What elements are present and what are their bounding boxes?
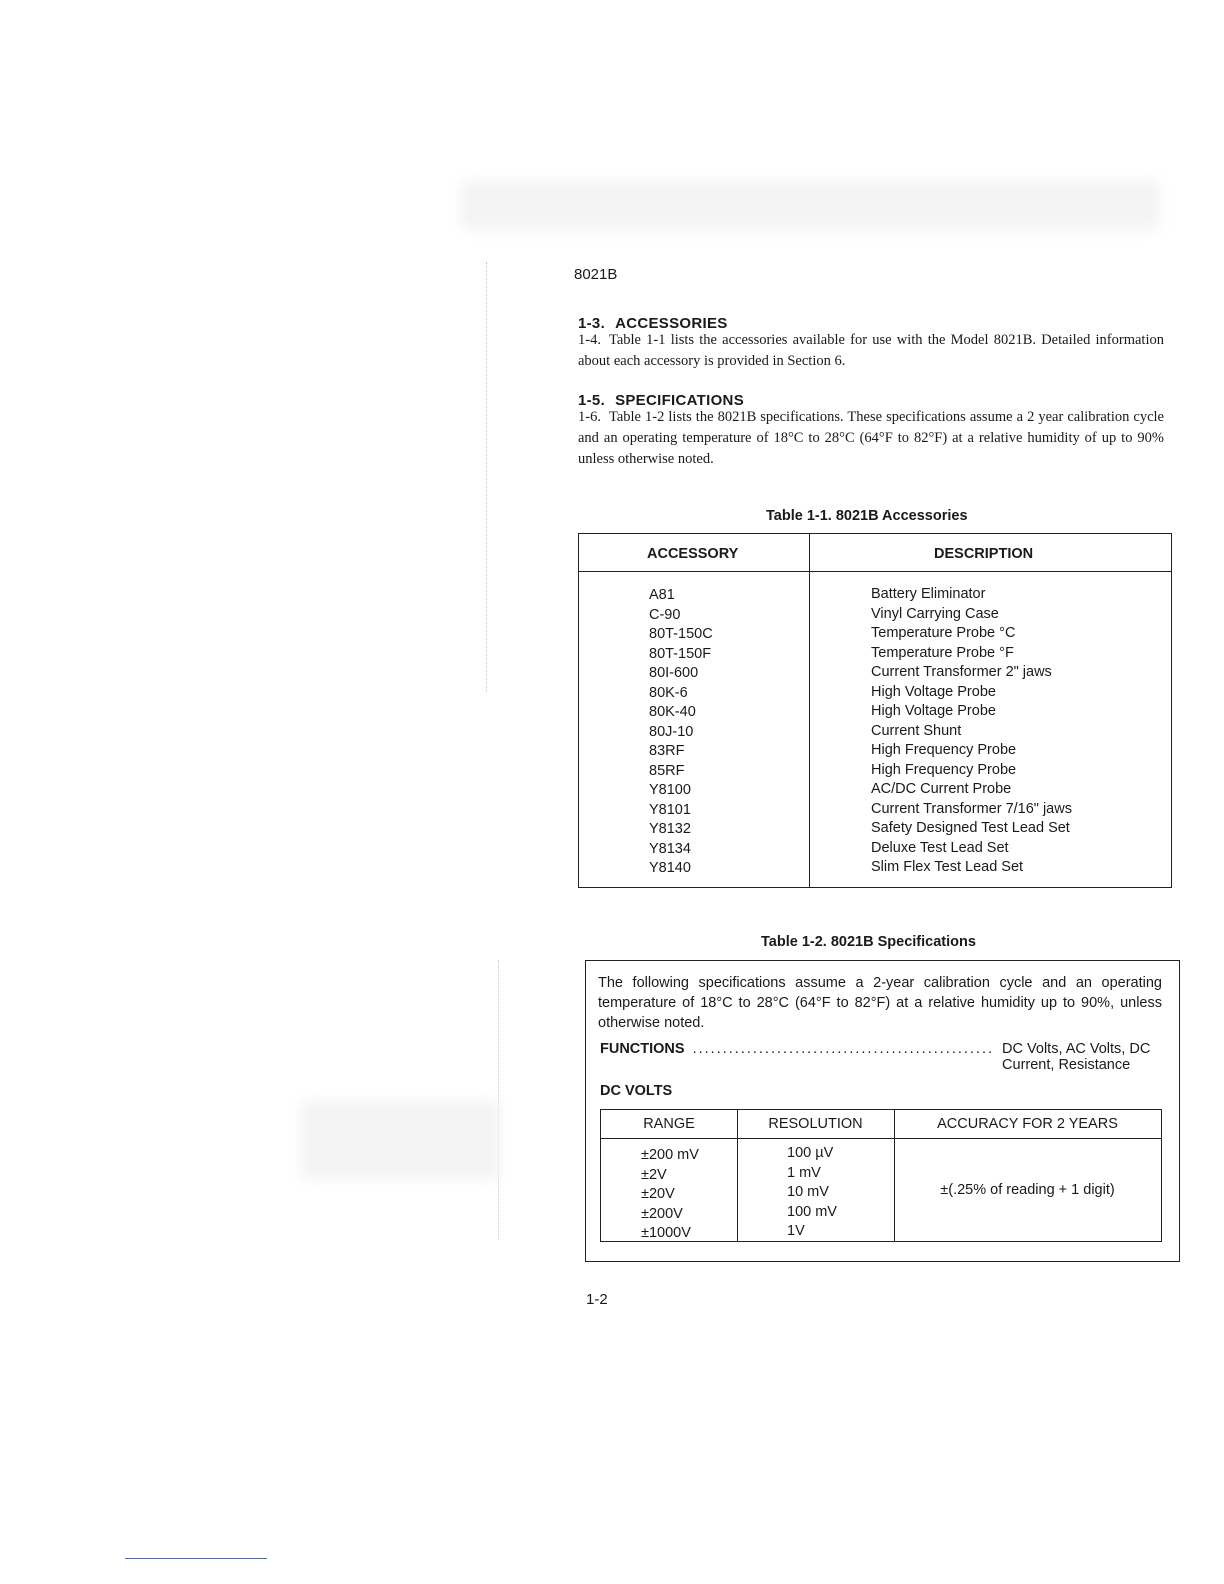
header-accessory: ACCESSORY <box>647 546 739 562</box>
accessory-code: Y8132 <box>649 821 691 837</box>
resolution-value: 1V <box>787 1223 805 1239</box>
resolution-value: 10 mV <box>787 1184 829 1200</box>
range-value: ±200 mV <box>641 1147 699 1163</box>
resolution-value: 100 mV <box>787 1203 837 1220</box>
dc-volts-label: DC VOLTS <box>600 1083 673 1099</box>
accessory-code: C-90 <box>649 606 681 623</box>
accessory-description: High Voltage Probe <box>871 683 996 700</box>
accessory-code: 83RF <box>649 743 685 759</box>
section-title: SPECIFICATIONS <box>615 392 744 409</box>
resolution-value: 1 mV <box>787 1164 821 1181</box>
paragraph-accessories <box>578 330 1164 372</box>
accessory-description: High Frequency Probe <box>871 742 1017 758</box>
functions-row <box>600 1041 1162 1073</box>
specifications-table <box>585 960 1180 1262</box>
document-id: 8021B <box>574 266 618 283</box>
range-value: ±200V <box>641 1205 683 1222</box>
accessory-description: Current Transformer 7/16" jaws <box>871 800 1072 817</box>
accessory-code: 80K-40 <box>649 704 696 720</box>
range-value: ±2V <box>641 1166 667 1183</box>
section-number: 1-5. <box>578 392 606 409</box>
header-range: RANGE <box>643 1116 695 1132</box>
accessory-description: High Voltage Probe <box>871 703 996 719</box>
dc-volts-table <box>600 1109 1162 1242</box>
range-value: ±20V <box>641 1186 675 1202</box>
table-divider <box>579 571 1171 572</box>
footer-rule <box>125 1558 267 1559</box>
paragraph-text: Table 1-1 lists the accessories available for use with the Model 8021B. Detailed information about each accessory is provided in Section 6. <box>578 332 1164 369</box>
table-divider <box>601 1138 1161 1139</box>
accessories-table <box>578 533 1172 888</box>
accessory-code: 80T-150C <box>649 626 713 642</box>
paragraph-number: 1-6. <box>578 409 601 425</box>
paragraph-number: 1-4. <box>578 332 601 348</box>
accessory-code: Y8134 <box>649 840 691 857</box>
accessory-description: AC/DC Current Probe <box>871 781 1012 797</box>
accessory-code: Y8140 <box>649 860 691 876</box>
page-number: 1-2 <box>586 1291 608 1308</box>
header-resolution: RESOLUTION <box>768 1116 863 1132</box>
scan-artifact <box>300 1100 500 1180</box>
accessory-code: 80J-10 <box>649 723 694 740</box>
accessory-description: Vinyl Carrying Case <box>871 605 999 622</box>
leader-dots: .................................................. <box>692 1041 995 1057</box>
table-1-title: Table 1-1. 8021B Accessories <box>766 508 968 524</box>
scan-artifact <box>486 262 487 692</box>
accessory-description: Safety Designed Test Lead Set <box>871 820 1070 836</box>
range-column <box>641 1146 699 1244</box>
accessory-code: 80K-6 <box>649 684 688 701</box>
accessory-code: Y8101 <box>649 801 691 818</box>
accessory-description: Current Shunt <box>871 722 962 739</box>
section-number: 1-3. <box>578 315 606 332</box>
resolution-column <box>787 1144 837 1242</box>
accessory-description: High Frequency Probe <box>871 761 1017 778</box>
accessory-description: Deluxe Test Lead Set <box>871 839 1009 856</box>
accessory-description: Current Transformer 2" jaws <box>871 664 1052 680</box>
resolution-value: 100 µV <box>787 1145 834 1161</box>
accessory-description: Temperature Probe °F <box>871 644 1014 661</box>
section-title: ACCESSORIES <box>615 315 728 332</box>
scan-artifact <box>460 180 1160 230</box>
range-value: ±1000V <box>641 1225 691 1241</box>
description-column <box>871 585 1072 878</box>
functions-label: FUNCTIONS <box>600 1041 685 1057</box>
accessory-code: 80T-150F <box>649 645 712 662</box>
table-2-title: Table 1-2. 8021B Specifications <box>761 934 976 950</box>
accessory-code: Y8100 <box>649 782 691 798</box>
accuracy-value: ±(.25% of reading + 1 digit) <box>940 1182 1115 1198</box>
accessory-column <box>649 586 713 879</box>
accessory-description: Slim Flex Test Lead Set <box>871 859 1024 875</box>
accessory-code: 80I-600 <box>649 665 699 681</box>
paragraph-specifications <box>578 407 1164 470</box>
paragraph-text: Table 1-2 lists the 8021B specifications. These specifications assume a 2 year calibration cycle and an operating temperature of 18°C to 28°C (64°F to 82°F) at a relative humidity of up to 90% unless otherwise noted. <box>578 409 1164 467</box>
accessory-description: Battery Eliminator <box>871 586 986 602</box>
accessory-description: Temperature Probe °C <box>871 625 1016 641</box>
accessory-code: 85RF <box>649 762 685 779</box>
header-description: DESCRIPTION <box>934 546 1034 562</box>
functions-value: DC Volts, AC Volts, DC Current, Resistance <box>1002 1041 1151 1073</box>
scan-artifact <box>498 960 499 1240</box>
table-divider <box>809 534 810 887</box>
header-accuracy: ACCURACY FOR 2 YEARS <box>937 1116 1118 1132</box>
accessory-code: A81 <box>649 587 675 603</box>
specifications-intro: The following specifications assume a 2-year calibration cycle and an operating temperature of 18°C to 28°C (64°F to 82°F) at a relative humidity up to 90%, unless otherwise noted. <box>598 975 1162 1031</box>
